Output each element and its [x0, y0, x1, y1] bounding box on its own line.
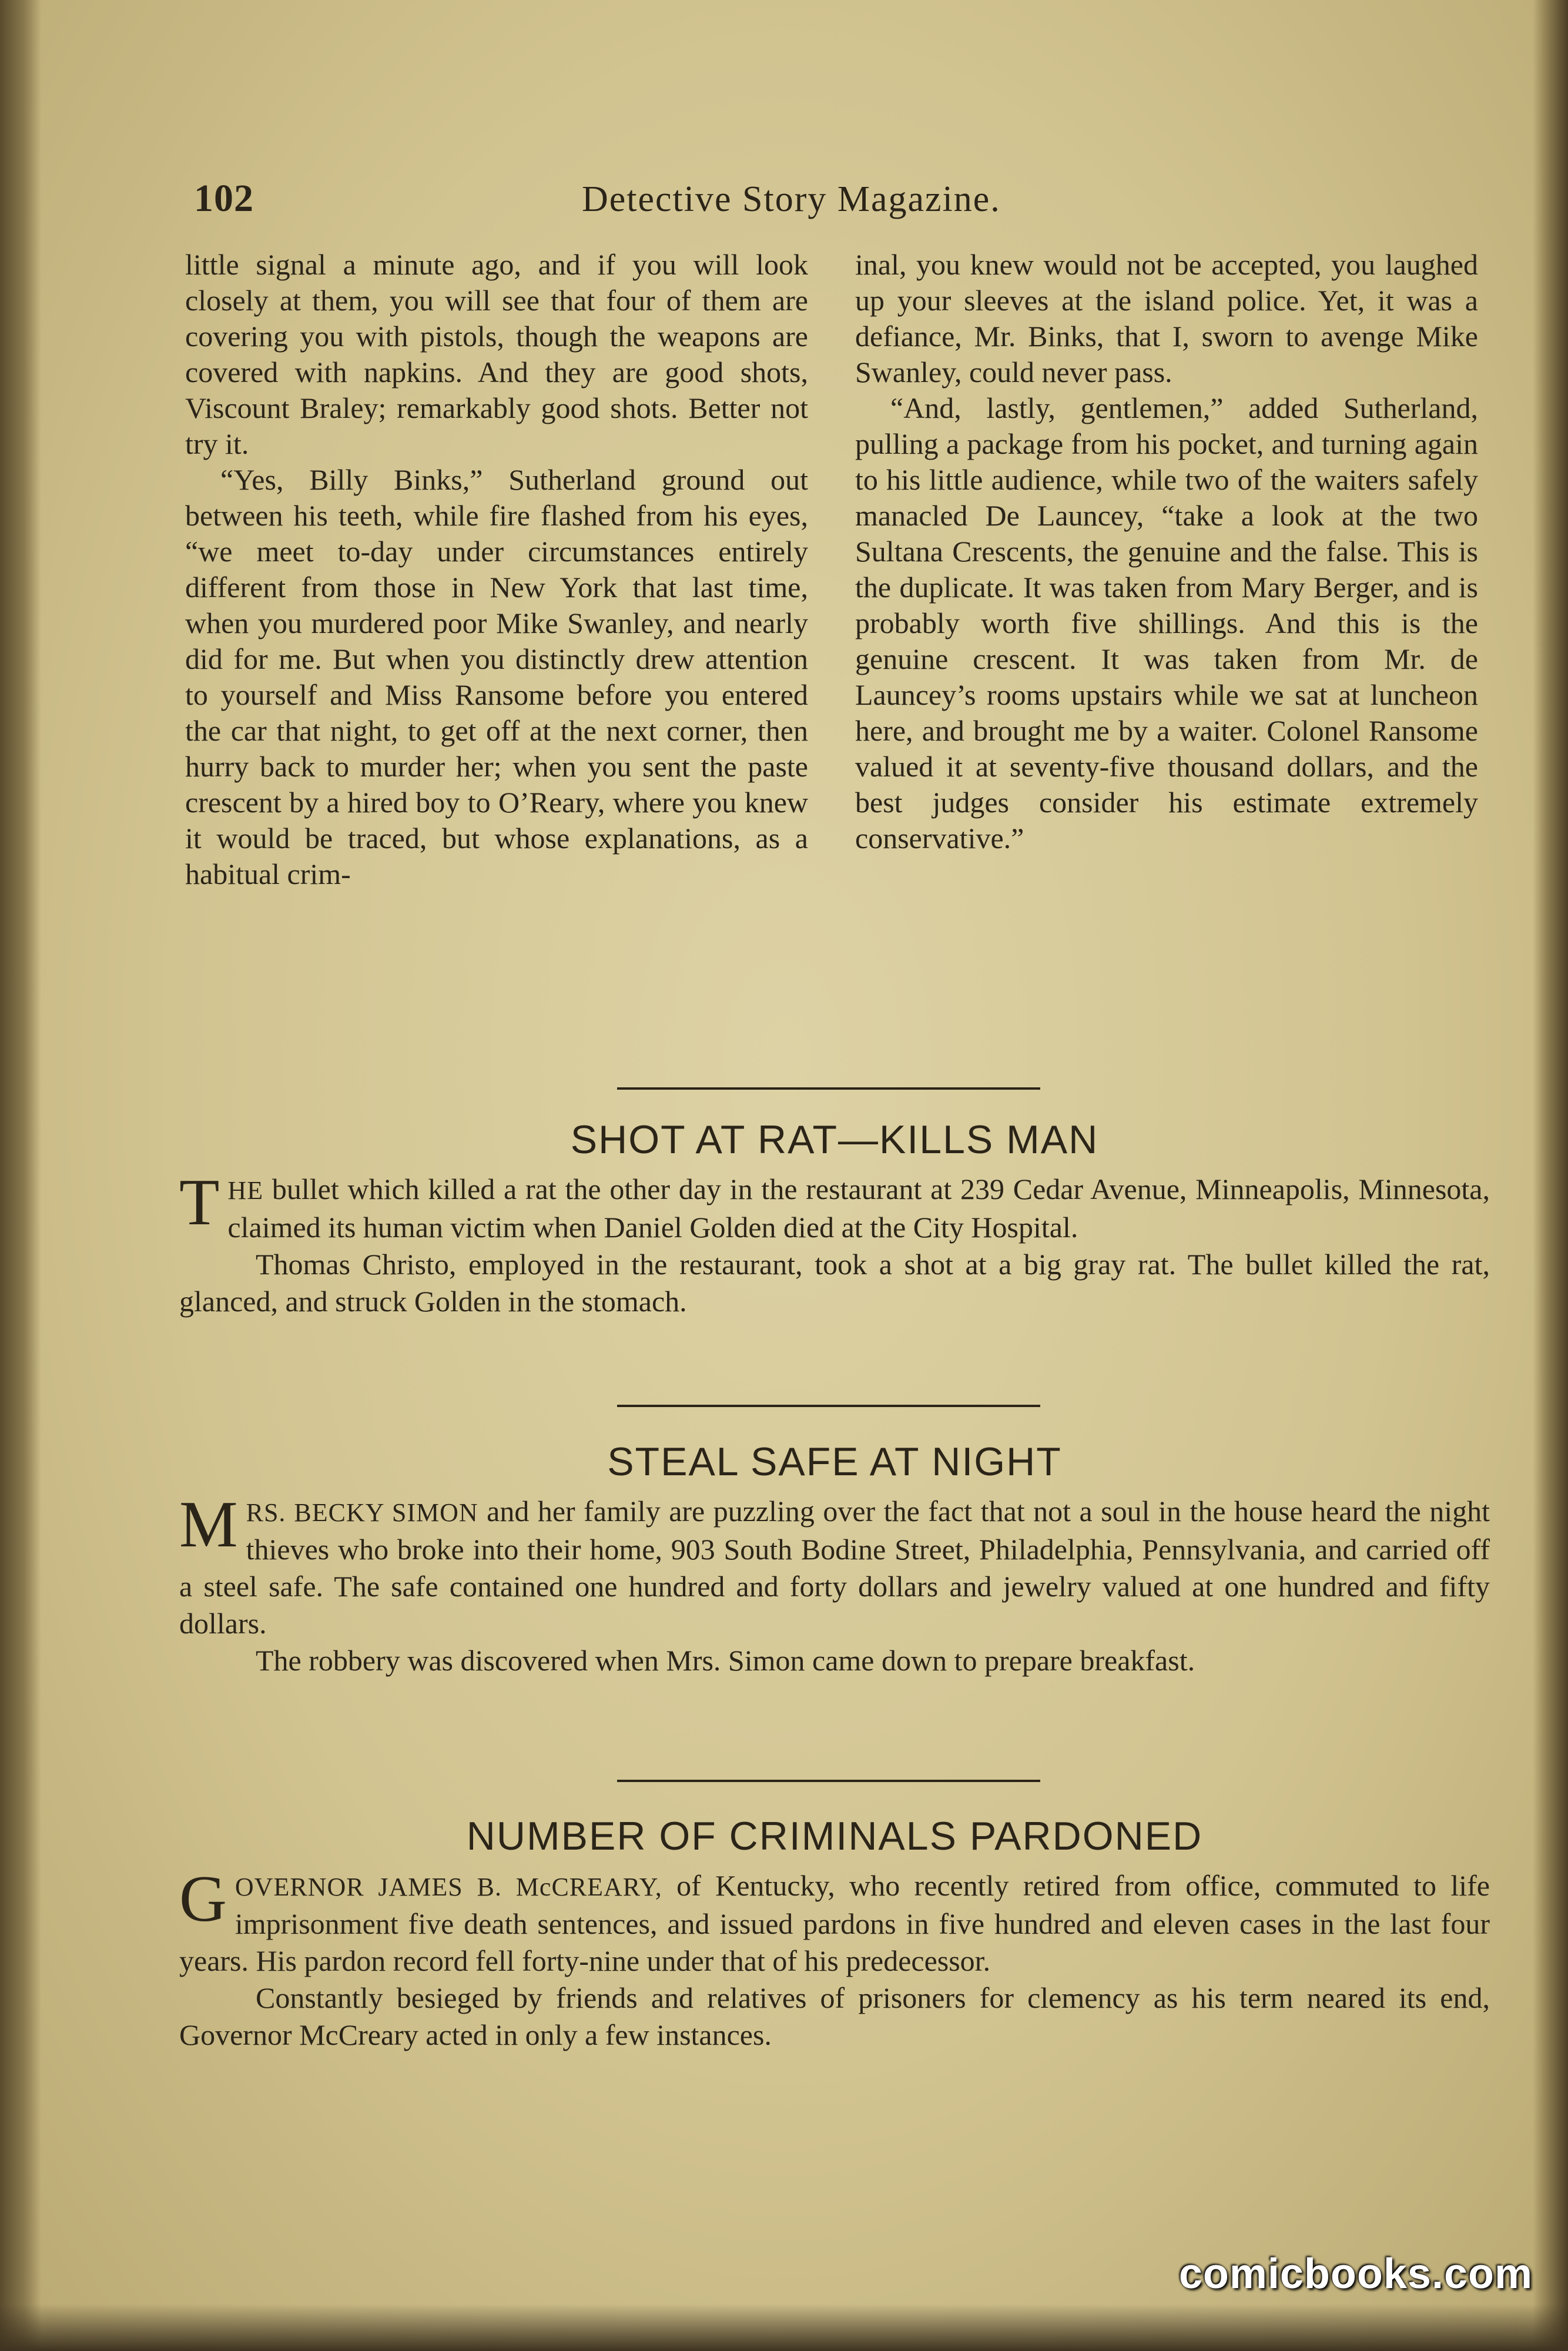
story-paragraph: “Yes, Billy Binks,” Sutherland ground out between his teeth, while fire flashed from his eyes, “we meet to-day under circumstances entirely different from those in New York that last time, when you murdered poor Mike Swanley, and nearly did for me. But when you distinctly drew attention to yourself and Miss Ransome before you entered the car that night, to get off at the next corner, then hurry back to murder her; when you sent the paste crescent by a hired boy to O’Reary, where you knew it would be traced, but whose explanations, as a habitual crim-	[185, 463, 808, 890]
lead-text: of Kentucky, who recently retired from office, commuted to life imprisonment five death sentences, and issued pardons in five hundred and eleven cases in the last four years. His pardon record fell forty-nine under that of his predecessor.	[179, 1869, 1490, 1977]
article-lead-paragraph	[179, 1863, 1490, 1980]
story-paragraph: little signal a minute ago, and if you will look closely at them, you will see that four of them are covering you with pistols, though the weapons are covered with napkins. And they are good shots, Viscount Braley; remarkably good shots. Better not try it.	[185, 248, 808, 460]
article-body	[179, 1863, 1490, 2054]
section-divider	[617, 1780, 1040, 1782]
article-headline: NUMBER OF CRIMINALS PARDONED	[466, 1814, 1203, 1858]
article-lead-paragraph	[179, 1166, 1490, 1246]
news-item-criminals-pardoned	[179, 1813, 1490, 2054]
lead-caps: RS. BECKY SIMON	[246, 1498, 478, 1527]
lead-text: and her family are puzzling over the fact that not a soul in the house heard the night thieves who broke into their home, 903 South Bodine Street, Philadelphia, Pennsylvania, and carried off a steel safe. The safe contained one hundred and forty dollars and jewelry valued at one hundred and fifty dollars.	[179, 1495, 1490, 1640]
watermark: comicbooks.com	[1178, 2250, 1533, 2298]
article-headline: STEAL SAFE AT NIGHT	[607, 1439, 1062, 1484]
page-header	[194, 176, 1487, 223]
news-item-shot-at-rat	[179, 1117, 1490, 1320]
story-column-left	[185, 247, 808, 892]
article-paragraph: The robbery was discovered when Mrs. Simon came down to prepare breakfast.	[256, 1644, 1195, 1677]
article-paragraph: Constantly besieged by friends and relatives of prisoners for clemency as his term neared its end, Governor McCreary acted in only a few instances.	[179, 1981, 1490, 2051]
lead-caps: HE	[227, 1176, 264, 1205]
article-paragraph: Thomas Christo, employed in the restaurant, took a shot at a big gray rat. The bullet killed the rat, glanced, and struck Golden in the stomach.	[179, 1248, 1490, 1318]
story-paragraph: inal, you knew would not be accepted, you laughed up your sleeves at the island police. Yet, it was a defiance, Mr. Binks, that I, sworn to avenge Mike Swanley, could never pass.	[855, 248, 1478, 389]
drop-cap: T	[179, 1166, 220, 1239]
section-divider	[617, 1405, 1040, 1407]
article-body	[179, 1166, 1490, 1320]
article-headline: SHOT AT RAT—KILLS MAN	[570, 1117, 1099, 1162]
lead-caps: OVERNOR JAMES B. McCREARY,	[234, 1873, 662, 1901]
drop-cap: M	[179, 1488, 238, 1561]
running-head: Detective Story Magazine.	[582, 179, 1001, 219]
page-number: 102	[194, 177, 254, 220]
section-divider	[617, 1087, 1040, 1090]
page-edge-shadow	[1533, 0, 1568, 2351]
article-lead-paragraph	[179, 1488, 1490, 1642]
binding-shadow	[0, 0, 41, 2351]
drop-cap: G	[179, 1863, 227, 1935]
article-body	[179, 1488, 1490, 1679]
lead-text: bullet which killed a rat the other day in the restaurant at 239 Cedar Avenue, Minneapolis, Minnesota, claimed its human victim when Daniel Golden died at the City Hospital.	[227, 1173, 1490, 1244]
bottom-edge-shadow	[0, 2304, 1568, 2351]
story-column-right	[855, 247, 1478, 856]
news-item-steal-safe	[179, 1439, 1490, 1679]
story-paragraph: “And, lastly, gentlemen,” added Sutherland, pulling a package from his pocket, and turning again to his little audience, while two of the waiters safely manacled De Launcey, “take a look at the two Sultana Crescents, the genuine and the false. This is the duplicate. It was taken from Mary Berger, and is probably worth five shillings. And this is the genuine crescent. It was taken from Mr. de Launcey’s rooms upstairs while we sat at luncheon here, and brought me by a waiter. Colonel Ransome valued it at seventy-five thousand dollars, and the best judges consider his estimate extremely conservative.”	[855, 391, 1478, 855]
